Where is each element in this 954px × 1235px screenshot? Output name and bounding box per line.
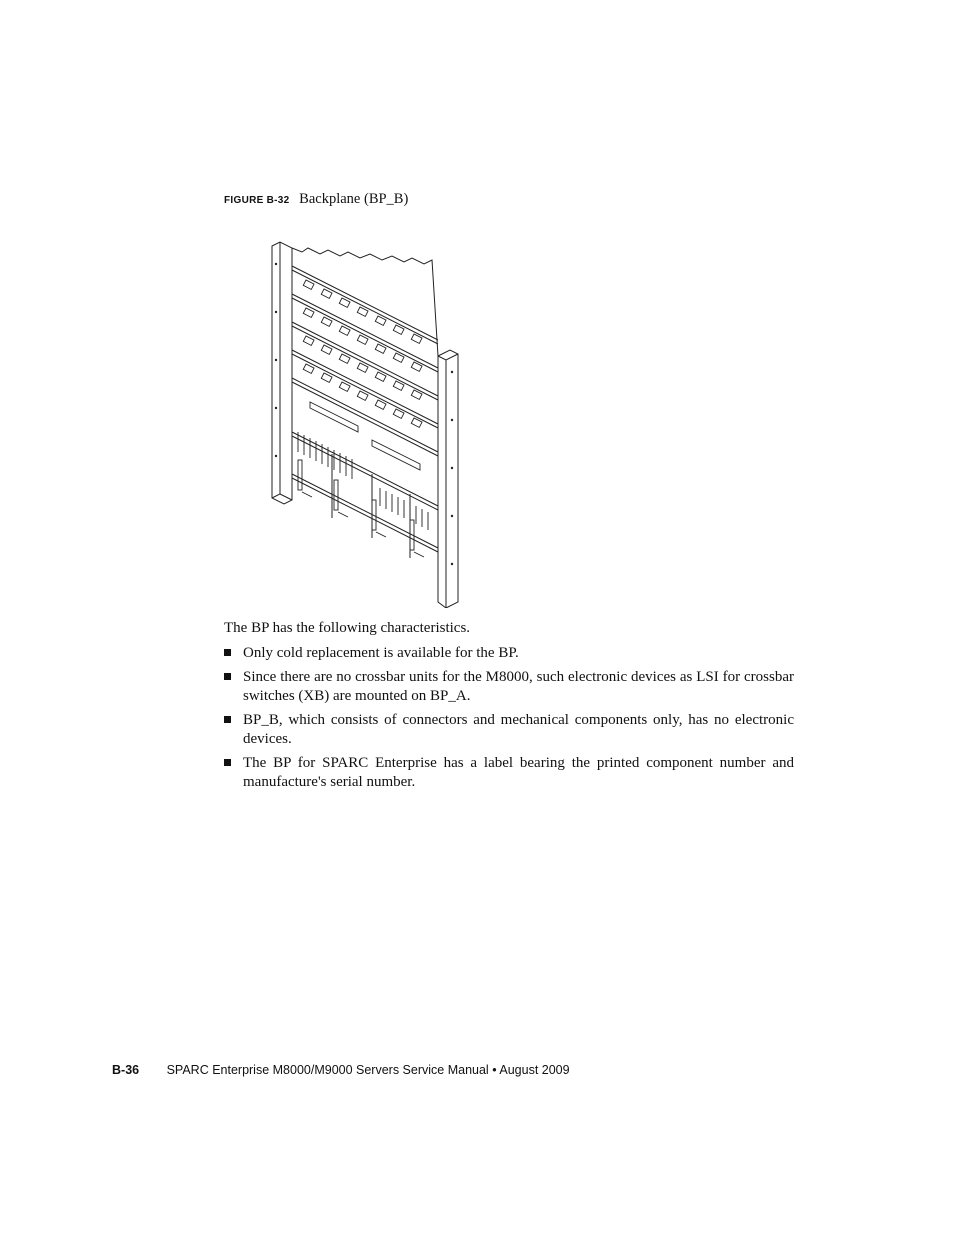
list-item: The BP for SPARC Enterprise has a label bearing the printed component number and manufacture's serial number. <box>224 754 794 791</box>
footer-separator: • <box>492 1063 497 1077</box>
figure-title: Backplane (BP_B) <box>299 191 409 207</box>
list-item: Since there are no crossbar units for the M8000, such electronic devices as LSI for crossbar switches (XB) are mounted on BP_A. <box>224 668 794 705</box>
document-title: SPARC Enterprise M8000/M9000 Servers Service Manual <box>166 1063 489 1077</box>
page-number: B-36 <box>112 1063 140 1077</box>
figure-caption <box>224 191 408 208</box>
characteristics-list <box>224 644 794 792</box>
page-footer <box>112 1063 570 1077</box>
list-item: BP_B, which consists of connectors and mechanical components only, has no electronic devices. <box>224 711 794 748</box>
intro-paragraph: The BP has the following characteristics. <box>224 620 471 636</box>
bullet-icon <box>224 649 231 656</box>
document-date: August 2009 <box>499 1063 570 1077</box>
bullet-icon <box>224 673 231 680</box>
bullet-icon <box>224 759 231 766</box>
body-text <box>224 619 794 797</box>
list-item: Only cold replacement is available for the BP. <box>224 644 794 663</box>
backplane-illustration <box>262 236 472 608</box>
figure-label: FIGURE B-32 <box>224 195 290 206</box>
bullet-icon <box>224 716 231 723</box>
